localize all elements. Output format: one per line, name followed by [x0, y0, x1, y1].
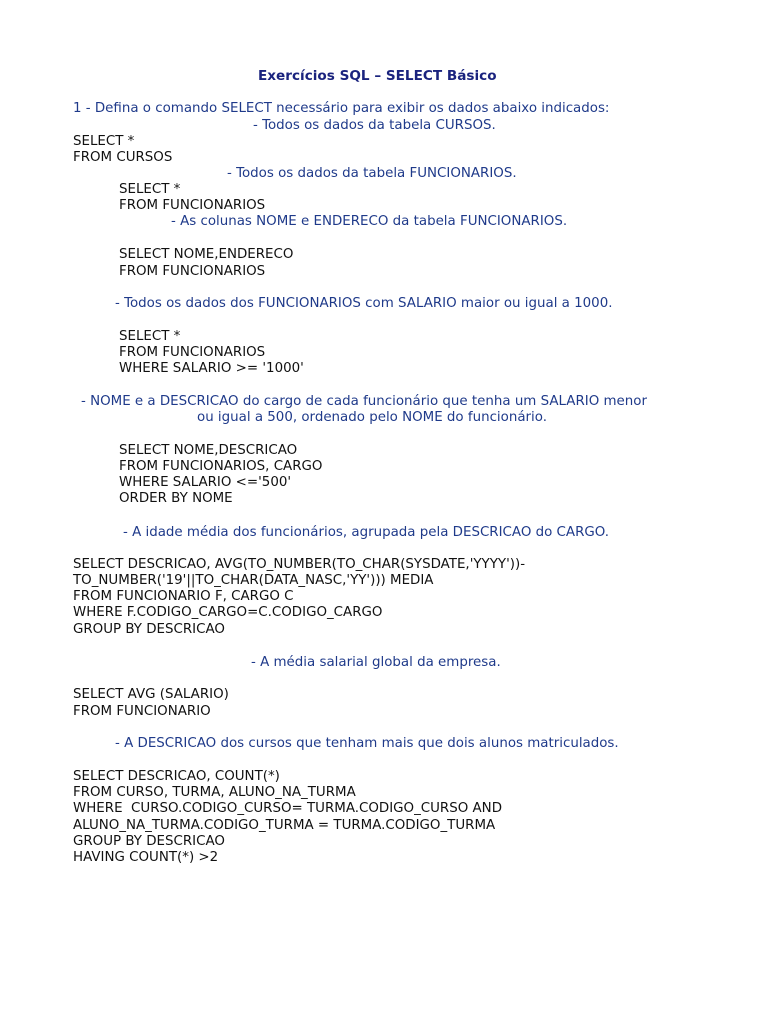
sql-line: FROM FUNCIONARIOS, CARGO	[119, 459, 323, 474]
sql-line: SELECT DESCRICAO, AVG(TO_NUMBER(TO_CHAR(SYSDATE,'YYYY'))-	[73, 557, 526, 572]
sql-line: SELECT NOME,ENDERECO	[119, 247, 294, 262]
sql-line: SELECT NOME,DESCRICAO	[119, 443, 298, 458]
sql-line: FROM FUNCIONARIO F, CARGO C	[73, 589, 294, 604]
sql-line: GROUP BY DESCRICAO	[73, 834, 225, 849]
sql-line: GROUP BY DESCRICAO	[73, 622, 225, 637]
question-8: - A DESCRICAO dos cursos que tenham mais que dois alunos matriculados.	[115, 736, 619, 751]
question-6: - A idade média dos funcionários, agrupada pela DESCRICAO do CARGO.	[123, 525, 610, 540]
question-4: - Todos os dados dos FUNCIONARIOS com SALARIO maior ou igual a 1000.	[115, 296, 613, 311]
sql-line: FROM CURSOS	[73, 150, 173, 165]
sql-line: WHERE SALARIO <='500'	[119, 475, 292, 490]
sql-line: FROM FUNCIONARIOS	[119, 264, 266, 279]
sql-line: WHERE F.CODIGO_CARGO=C.CODIGO_CARGO	[73, 605, 383, 620]
sql-line: FROM CURSO, TURMA, ALUNO_NA_TURMA	[73, 785, 356, 800]
question-3: - As colunas NOME e ENDERECO da tabela FUNCIONARIOS.	[171, 214, 568, 229]
sql-line: SELECT DESCRICAO, COUNT(*)	[73, 769, 280, 784]
question-1: - Todos os dados da tabela CURSOS.	[253, 118, 496, 133]
sql-line: FROM FUNCIONARIOS	[119, 345, 266, 360]
question-2: - Todos os dados da tabela FUNCIONARIOS.	[227, 166, 517, 181]
sql-line: TO_NUMBER('19'||TO_CHAR(DATA_NASC,'YY'))) MEDIA	[73, 573, 434, 588]
sql-line: SELECT *	[119, 329, 181, 344]
sql-line: FROM FUNCIONARIO	[73, 704, 211, 719]
sql-line: FROM FUNCIONARIOS	[119, 198, 266, 213]
exercise-intro: 1 - Defina o comando SELECT necessário para exibir os dados abaixo indicados:	[73, 101, 610, 116]
question-5-continued: ou igual a 500, ordenado pelo NOME do funcionário.	[197, 410, 547, 425]
question-7: - A média salarial global da empresa.	[251, 655, 501, 670]
sql-line: SELECT AVG (SALARIO)	[73, 687, 229, 702]
page-title: Exercícios SQL – SELECT Básico	[258, 68, 497, 84]
question-5: - NOME e a DESCRICAO do cargo de cada funcionário que tenha um SALARIO menor	[81, 394, 647, 409]
sql-line: WHERE SALARIO >= '1000'	[119, 361, 304, 376]
sql-line: ORDER BY NOME	[119, 491, 233, 506]
sql-line: HAVING COUNT(*) >2	[73, 850, 219, 865]
sql-line: WHERE CURSO.CODIGO_CURSO= TURMA.CODIGO_CURSO AND	[73, 801, 503, 816]
sql-line: SELECT *	[119, 182, 181, 197]
sql-line: ALUNO_NA_TURMA.CODIGO_TURMA = TURMA.CODIGO_TURMA	[73, 818, 496, 833]
sql-line: SELECT *	[73, 134, 135, 149]
